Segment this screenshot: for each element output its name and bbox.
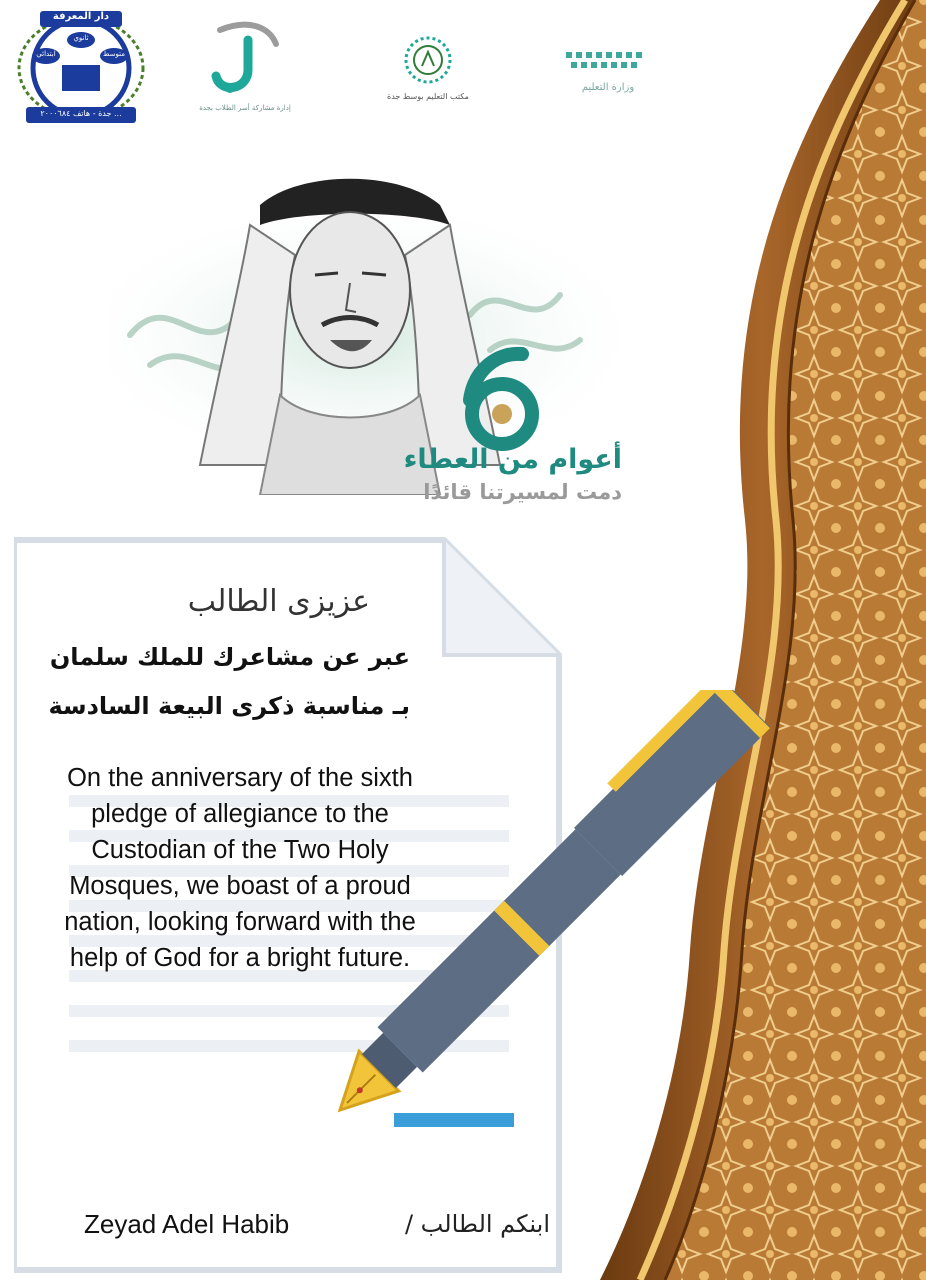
- banner-title: أعوام من العطاء: [403, 444, 622, 475]
- instruction-line-1: عبر عن مشاعرك للملك سلمان: [49, 643, 410, 671]
- school-logo-badge-top: ثانوي: [73, 34, 89, 42]
- six-years-numeral: [452, 342, 552, 452]
- family-participation-logo: [190, 18, 300, 118]
- banner-subtitle: دمت لمسيرتنا قائدًا: [423, 480, 622, 504]
- instruction-line-2: بـ مناسبة ذكرى البيعة السادسة: [48, 692, 410, 720]
- school-logo-badge-left: ابتدائي: [36, 50, 56, 58]
- school-logo-bottom-text: جدة - هاتف ٢٠٠٠٦٨٤ ...: [40, 109, 122, 118]
- ministry-of-education-logo: [558, 48, 658, 108]
- student-label: ابنكم الطالب /: [404, 1210, 550, 1238]
- greeting-heading: عزيزى الطالب: [187, 584, 370, 619]
- greeting-message: On the anniversary of the sixth pledge of allegiance to the Custodian of the Two Holy Mosques, we boast of a proud nation, looking forward with the help of God for a bright future.: [64, 764, 416, 972]
- student-name: Zeyad Adel Habib: [84, 1209, 290, 1239]
- education-office-logo-caption: مكتب التعليم بوسط جدة: [387, 92, 469, 101]
- school-logo-badge-right: متوسط: [103, 50, 125, 58]
- school-logo-top-text: دار المعرفة: [52, 11, 110, 22]
- education-office-logo: [378, 30, 478, 110]
- school-logo: [10, 10, 152, 128]
- ministry-of-education-logo-caption: وزارة التعليم: [581, 82, 635, 93]
- family-participation-logo-caption: إدارة مشاركة أسر الطلاب بجدة: [199, 104, 291, 112]
